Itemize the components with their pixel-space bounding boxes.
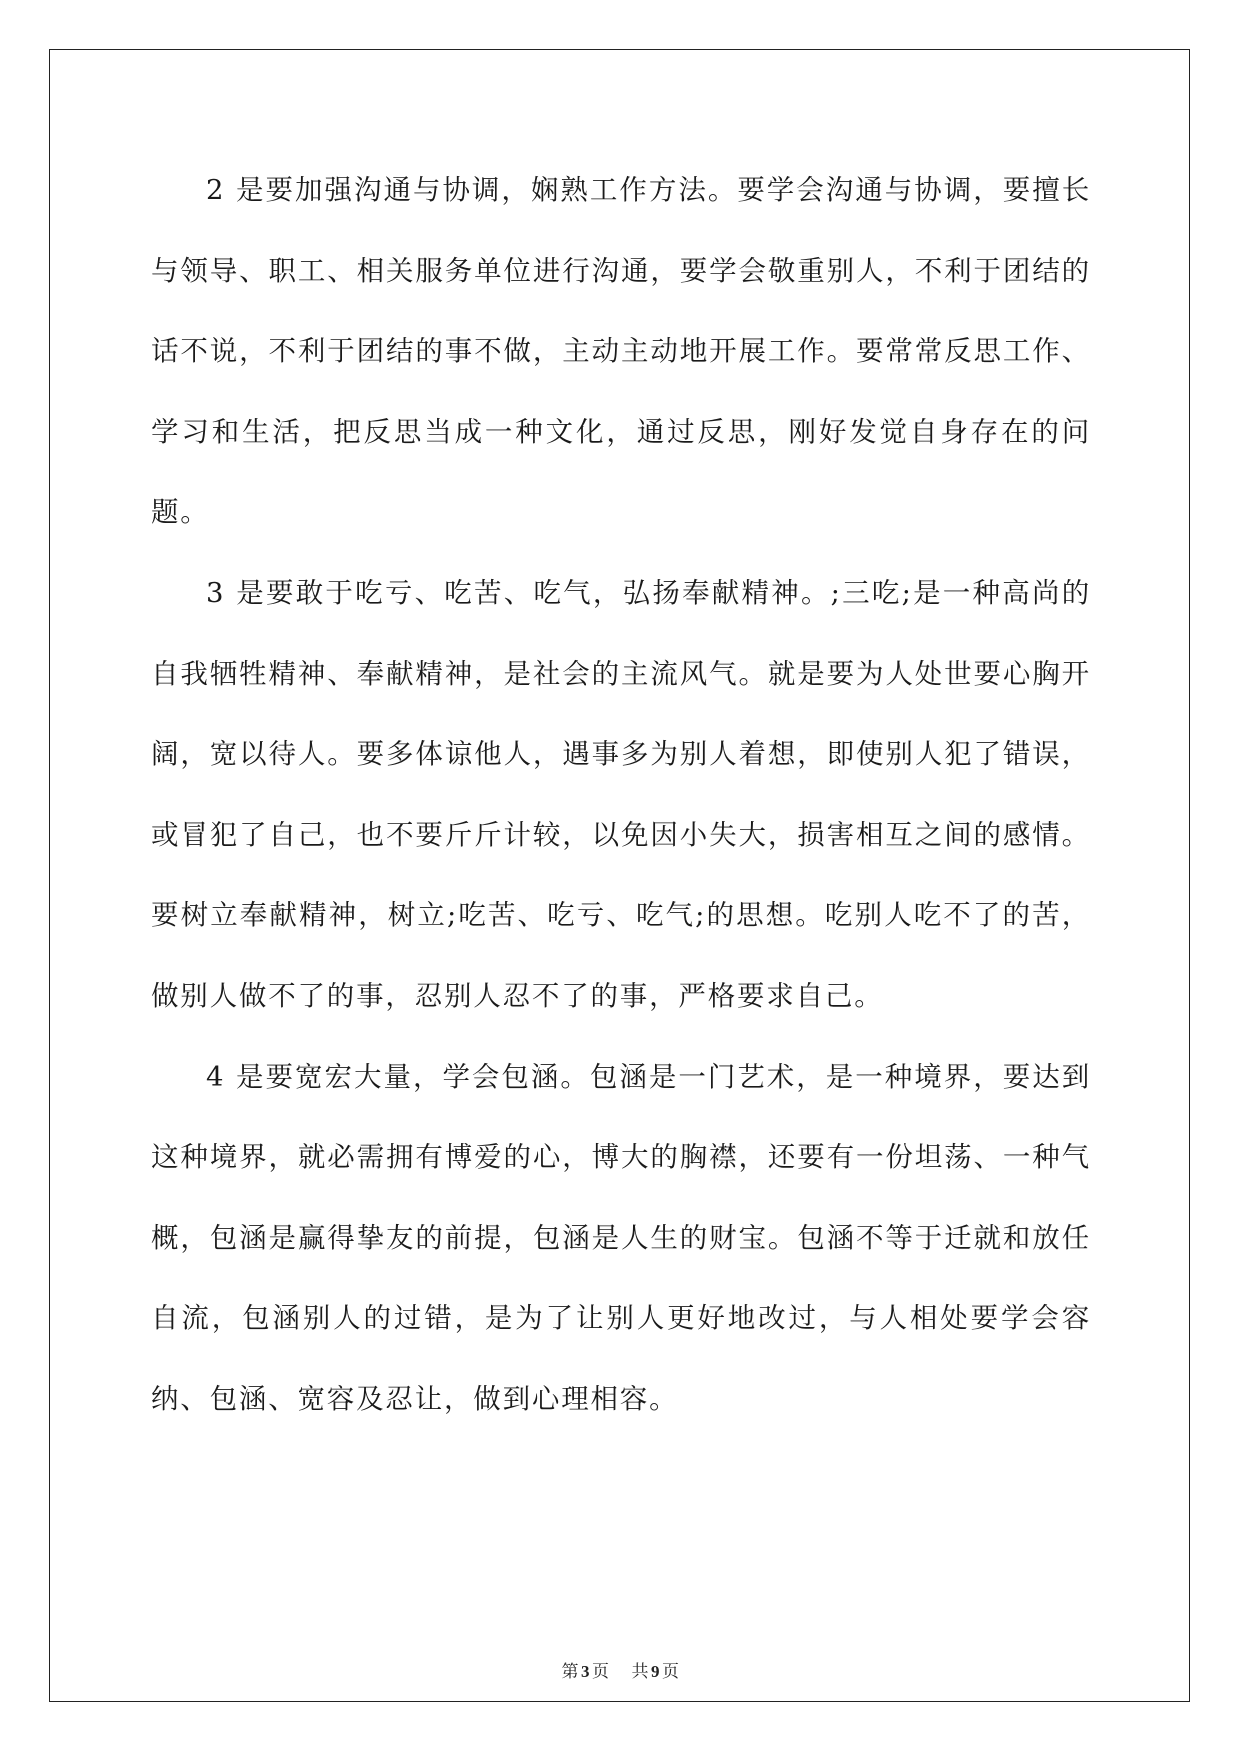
current-page-number: 3 <box>581 1662 590 1681</box>
total-pages-number: 9 <box>651 1662 660 1681</box>
page-footer <box>0 1657 1241 1682</box>
total-pages <box>632 1662 680 1682</box>
paragraph-point-4: 4 是要宽宏大量，学会包涵。包涵是一门艺术，是一种境界，要达到这种境界，就必需拥有博爱的心，博大的胸襟，还要有一份坦荡、一种气概，包涵是赢得挚友的前提，包涵是人生的财宝。包涵不等于迁就和放任自流，包涵别人的过错，是为了让别人更好地改过，与人相处要学会容纳、包涵、宽容及忍让，做到心理相容。 <box>151 1060 1091 1415</box>
page-number <box>562 1662 610 1682</box>
page-suffix: 页 <box>592 1662 610 1682</box>
paragraph-point-2: 2 是要加强沟通与协调，娴熟工作方法。要学会沟通与协调，要擅长与领导、职工、相关服务单位进行沟通，要学会敬重别人，不利于团结的话不说，不利于团结的事不做，主动主动地开展工作。要常常反思工作、学习和生活，把反思当成一种文化，通过反思，刚好发觉自身存在的问题。 <box>151 174 1091 529</box>
total-suffix: 页 <box>662 1662 680 1682</box>
document-body <box>151 150 1091 1440</box>
paragraph-point-3: 3 是要敢于吃亏、吃苦、吃气，弘扬奉献精神。;三吃;是一种高尚的自我牺牲精神、奉献精神，是社会的主流风气。就是要为人处世要心胸开阔，宽以待人。要多体谅他人，遇事多为别人着想，即使别人犯了错误，或冒犯了自己，也不要斤斤计较，以免因小失大，损害相互之间的感情。要树立奉献精神，树立;吃苦、吃亏、吃气;的思想。吃别人吃不了的苦，做别人做不了的事，忍别人忍不了的事，严格要求自己。 <box>151 576 1091 1012</box>
page-prefix: 第 <box>561 1662 579 1682</box>
total-prefix: 共 <box>631 1662 649 1682</box>
